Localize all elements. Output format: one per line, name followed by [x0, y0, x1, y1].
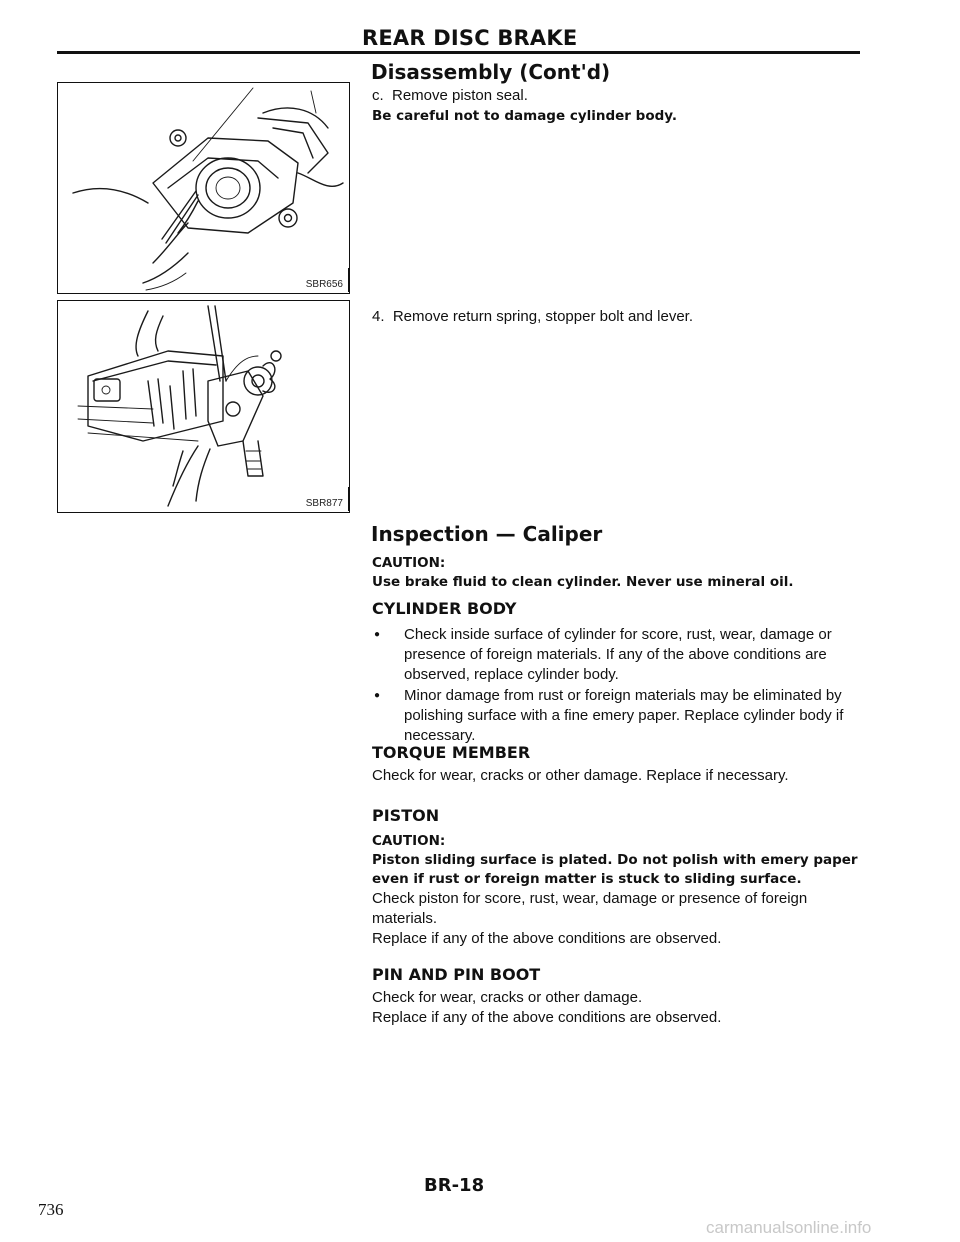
figure-code-1: SBR656 [305, 279, 343, 290]
step-4-text: 4. Remove return spring, stopper bolt and lever. [372, 308, 694, 325]
section-title-inspection-caliper: Inspection — Caliper [371, 522, 603, 546]
torque-member-heading: TORQUE MEMBER [372, 743, 531, 762]
figure-code-2: SBR877 [305, 498, 343, 509]
piston-caution-text: Piston sliding surface is plated. Do not polish with emery paper even if rust or foreign matter is stuck to sliding surface. [372, 852, 858, 887]
page-code: BR-18 [424, 1175, 485, 1196]
cylinder-body-bullets [372, 625, 862, 746]
caliper-piston-seal-removal-illustration [58, 83, 348, 292]
piston-text-1: Check piston for score, rust, wear, damage or presence of foreign materials. [372, 890, 808, 927]
piston-caution-label: CAUTION: [372, 833, 446, 849]
bullet-text: Minor damage from rust or foreign materials may be eliminated by polishing surface with a fine emery paper. Replace cylinder body if necessary. [404, 687, 844, 744]
return-spring-lever-illustration [58, 301, 348, 511]
piston-text-2: Replace if any of the above conditions are observed. [372, 930, 722, 947]
section-title-disassembly: Disassembly (Cont'd) [371, 60, 611, 84]
bullet-icon: ● [374, 629, 381, 640]
inspection-caution-label: CAUTION: [372, 555, 446, 571]
header-rule [57, 51, 860, 54]
step-c-warning: Be careful not to damage cylinder body. [372, 108, 677, 124]
cylinder-body-heading: CYLINDER BODY [372, 599, 517, 618]
page-header-title: REAR DISC BRAKE [362, 26, 578, 50]
bullet-icon: ● [374, 690, 381, 701]
list-item [372, 686, 862, 746]
inspection-caution-text: Use brake fluid to clean cylinder. Never use mineral oil. [372, 574, 794, 590]
torque-member-text: Check for wear, cracks or other damage. Replace if necessary. [372, 767, 789, 784]
pin-and-pin-boot-text-2: Replace if any of the above conditions are observed. [372, 1009, 722, 1026]
watermark: carmanualsonline.info [706, 1218, 872, 1237]
piston-heading: PISTON [372, 806, 440, 825]
figure-box-2 [57, 300, 350, 513]
step-c-text: c. Remove piston seal. [372, 87, 528, 104]
figure-box-1 [57, 82, 350, 294]
page-number: 736 [38, 1200, 64, 1219]
pin-and-pin-boot-heading: PIN AND PIN BOOT [372, 965, 541, 984]
pin-and-pin-boot-text-1: Check for wear, cracks or other damage. [372, 989, 643, 1006]
list-item [372, 625, 862, 685]
bullet-text: Check inside surface of cylinder for score, rust, wear, damage or presence of foreign materials. If any of the above conditions are observed, replace cylinder body. [404, 626, 832, 683]
